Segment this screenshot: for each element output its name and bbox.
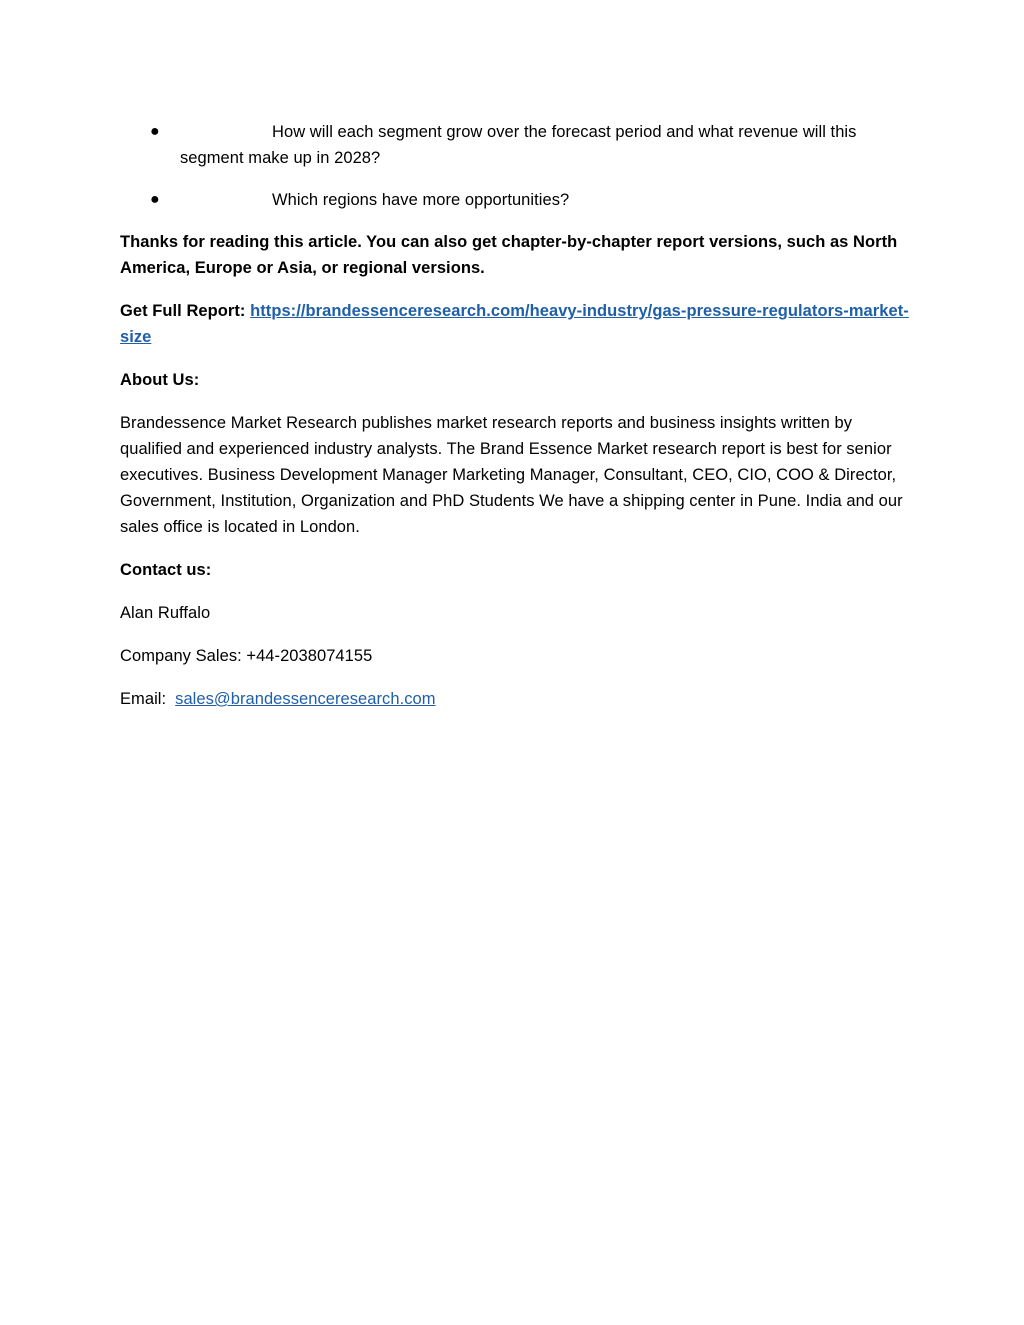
- thanks-paragraph: Thanks for reading this article. You can also get chapter-by-chapter report versions, such as North America, Europe or Asia, or regional versions.: [120, 233, 898, 277]
- list-item: [120, 187, 910, 213]
- full-report-paragraph: [120, 298, 910, 350]
- document-body: [120, 119, 910, 729]
- list-item: [120, 119, 910, 171]
- contact-heading: Contact us:: [120, 561, 212, 579]
- full-report-label: Get Full Report:: [120, 302, 246, 320]
- email-link[interactable]: sales@brandessenceresearch.com: [175, 690, 436, 708]
- bullet-icon: ●: [150, 123, 160, 140]
- about-body: Brandessence Market Research publishes market research reports and business insights written by qualified and experienced industry analysts. The Brand Essence Market research report is best for senior executives. Business Development Manager Marketing Manager, Consultant, CEO, CIO, COO & Director, Government, Institution, Organization and PhD Students We have a shipping center in Pune. India and our sales office is located in London.: [120, 414, 903, 536]
- full-report-link[interactable]: https://brandessenceresearch.com/heavy-industry/gas-pressure-regulators-market-size: [120, 302, 909, 346]
- bullet-text: How will each segment grow over the forecast period and what revenue will this segment make up in 2028?: [180, 123, 857, 167]
- email-label: Email:: [120, 690, 167, 708]
- bullet-icon: ●: [150, 191, 160, 208]
- about-heading: About Us:: [120, 371, 200, 389]
- contact-name: Alan Ruffalo: [120, 604, 211, 622]
- contact-email-line: [120, 686, 910, 712]
- contact-sales: Company Sales: +44-2038074155: [120, 647, 373, 665]
- bullet-text: Which regions have more opportunities?: [272, 191, 570, 209]
